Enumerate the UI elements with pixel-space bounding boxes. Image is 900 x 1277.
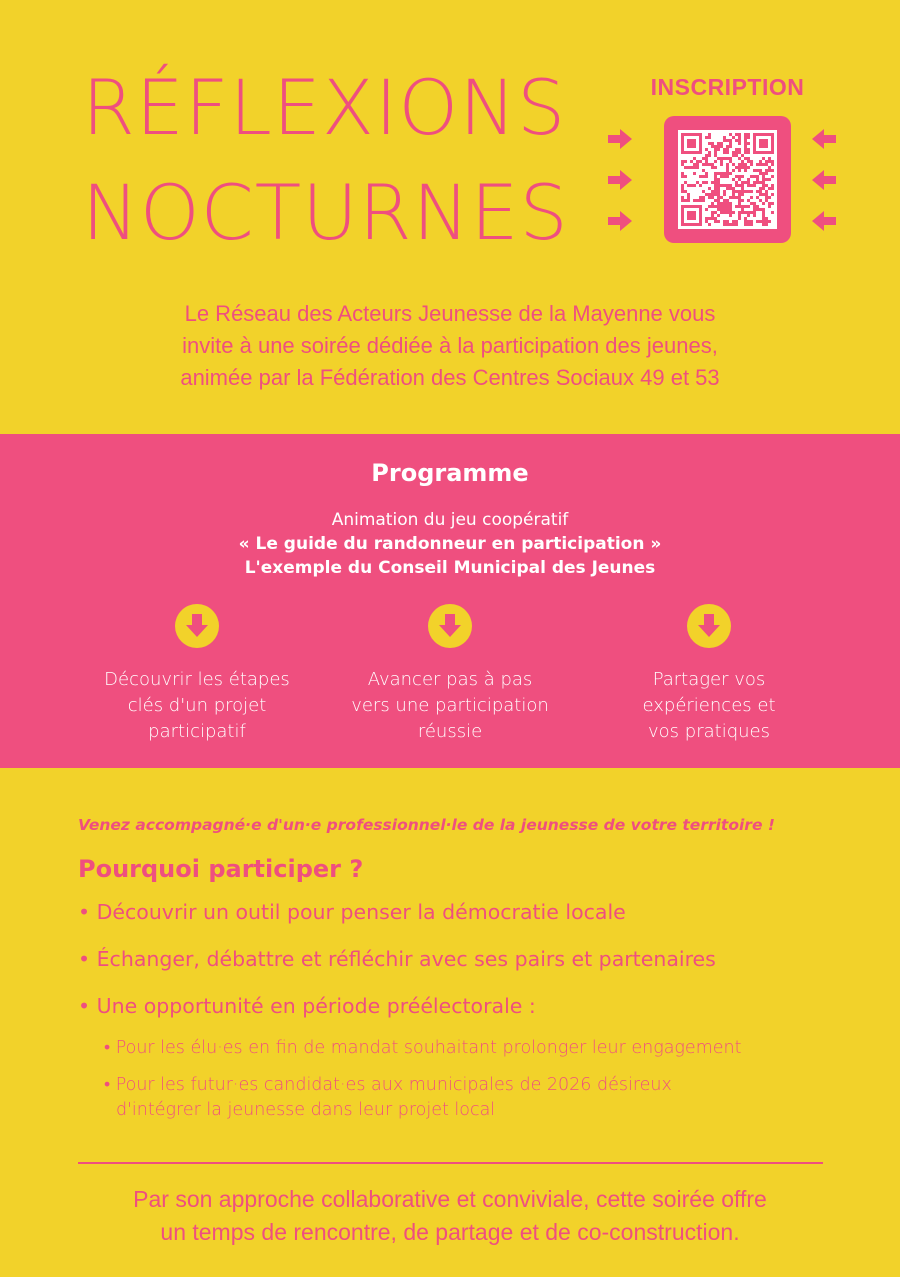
page-title-line-1: RÉFLEXIONS	[82, 63, 567, 152]
programme-subtitle-line: Animation du jeu coopératif	[331, 510, 569, 530]
programme-step-1	[77, 604, 317, 745]
arrow-right-icon	[608, 170, 632, 190]
inscription-label: INSCRIPTION	[650, 74, 805, 100]
sub-bullet-item	[104, 1073, 672, 1123]
intro-line: invite à une soirée dédiée à la participation des jeunes,	[182, 333, 718, 358]
step-line: participatif	[148, 721, 246, 742]
programme-subtitle	[0, 508, 900, 580]
programme-step-text	[77, 667, 317, 745]
cta-text: Venez accompagné·e d'un·e professionnel·le de la jeunesse de votre territoire !	[78, 816, 775, 834]
bullet-item: • Découvrir un outil pour penser la démocratie locale	[78, 900, 626, 924]
sub-bullet-item	[104, 1036, 741, 1061]
arrow-right-icon	[608, 129, 632, 149]
programme-step-3	[589, 604, 829, 745]
bullet-item: • Une opportunité en période préélectorale :	[78, 994, 536, 1018]
qr-code-frame[interactable]	[664, 116, 791, 243]
section-title: Pourquoi participer ?	[78, 855, 364, 883]
step-line: Avancer pas à pas	[367, 669, 533, 690]
qr-code-icon[interactable]	[678, 130, 777, 229]
programme-section	[0, 434, 900, 768]
closing-text	[40, 1183, 860, 1249]
programme-title: Programme	[371, 459, 529, 487]
arrow-down-circle-icon	[175, 604, 219, 648]
divider	[78, 1162, 823, 1164]
programme-step-2	[330, 604, 570, 745]
closing-line: un temps de rencontre, de partage et de co-construction.	[160, 1219, 740, 1245]
step-line: expériences et	[642, 695, 776, 716]
step-line: Découvrir les étapes	[104, 669, 290, 690]
intro-text	[60, 298, 840, 394]
programme-step-text	[589, 667, 829, 745]
arrow-left-icon	[812, 170, 836, 190]
sub-bullet-line: • Pour les futur·es candidat·es aux municipales de 2026 désireux	[104, 1075, 672, 1095]
step-line: Partager vos	[652, 669, 766, 690]
arrow-left-icon	[812, 211, 836, 231]
sub-bullet-line: • Pour les élu·es en fin de mandat souhaitant prolonger leur engagement	[104, 1038, 742, 1058]
programme-subtitle-line: L'exemple du Conseil Municipal des Jeunes	[244, 558, 656, 578]
step-line: vers une participation	[351, 695, 549, 716]
step-line: clés d'un projet	[127, 695, 267, 716]
bullet-item: • Échanger, débattre et réfléchir avec ses pairs et partenaires	[78, 947, 716, 971]
programme-subtitle-line: « Le guide du randonneur en participation »	[238, 534, 662, 554]
page-title-line-2: NOCTURNES	[82, 168, 569, 257]
programme-step-text	[330, 667, 570, 745]
step-line: réussie	[417, 721, 483, 742]
arrow-right-icon	[608, 211, 632, 231]
step-line: vos pratiques	[648, 721, 770, 742]
closing-line: Par son approche collaborative et conviviale, cette soirée offre	[133, 1186, 767, 1212]
arrow-left-icon	[812, 129, 836, 149]
intro-line: Le Réseau des Acteurs Jeunesse de la Mayenne vous	[184, 301, 716, 326]
arrow-down-circle-icon	[687, 604, 731, 648]
arrow-down-circle-icon	[428, 604, 472, 648]
intro-line: animée par la Fédération des Centres Sociaux 49 et 53	[180, 365, 720, 390]
sub-bullet-line: d'intégrer la jeunesse dans leur projet local	[116, 1100, 496, 1120]
